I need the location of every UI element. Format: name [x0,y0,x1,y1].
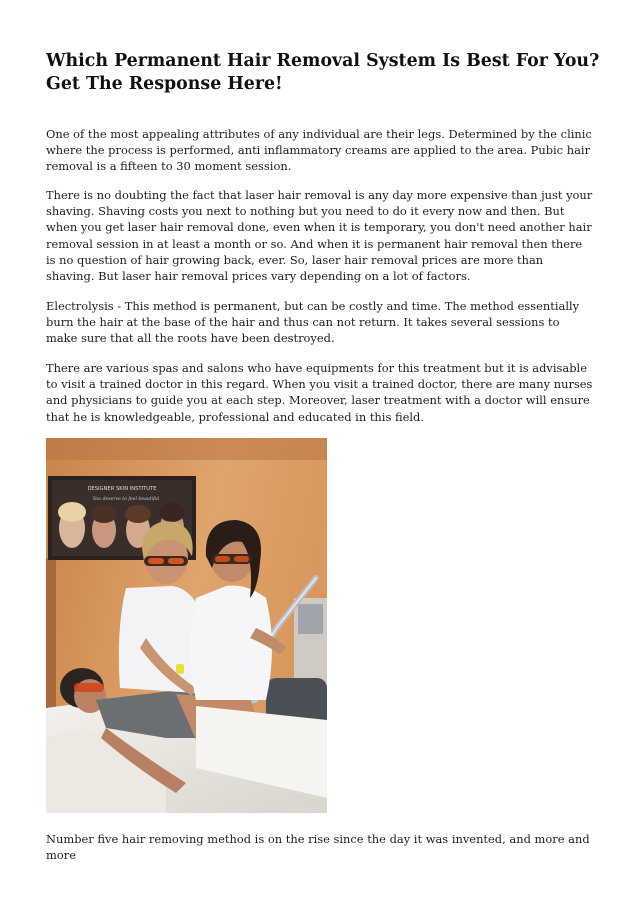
paragraph-3: Electrolysis - This method is permanent, but can be costly and time. The method essentially burn the hair at the base of the hair and thus can not return. It takes several sessions to make sure that all the roots have been destroyed. [46,299,580,346]
paragraph-4: There are various spas and salons who have equipments for this treatment but it is advisable to visit a trained doctor in this regard. When you visit a trained doctor, there are many nurses and physicians to guide you at each step. Moreover, laser treatment with a doctor will ensure that he is knowledgeable, professional and educated in this field. [46,361,593,424]
article-title: Which Permanent Hair Removal System Is Best For You? Get The Response Here! [46,51,600,94]
poster-heading: DESIGNER SKIN INSTITUTE [87,486,157,492]
doctor-right [190,586,272,701]
paragraph-1: One of the most appealing attributes of any individual are their legs. Determined by the clinic where the process is performed, anti inflammatory creams are applied to the area. Pubic hair removal is a fifteen to 30 moment session. [46,127,592,174]
photo-illustration [46,438,327,813]
paragraph-5: Number five hair removing method is on the rise since the day it was invented, and more and more [46,832,590,863]
poster-tagline: You deserve to feel beautiful [92,497,160,502]
paragraph-2: There is no doubting the fact that laser hair removal is any day more expensive than just your shaving. Shaving costs you next to nothing but you need to do it every now and then. But when you get laser hair removal done, even when it is temporary, you don't need another hair removal session in at least a month or so. And when it is permanent hair removal then there is no question of hair growing back, ever. So, laser hair removal prices are more than shaving. But laser hair removal prices vary depending on a lot of factors. [46,188,593,284]
laser-treatment-photo [46,438,327,813]
